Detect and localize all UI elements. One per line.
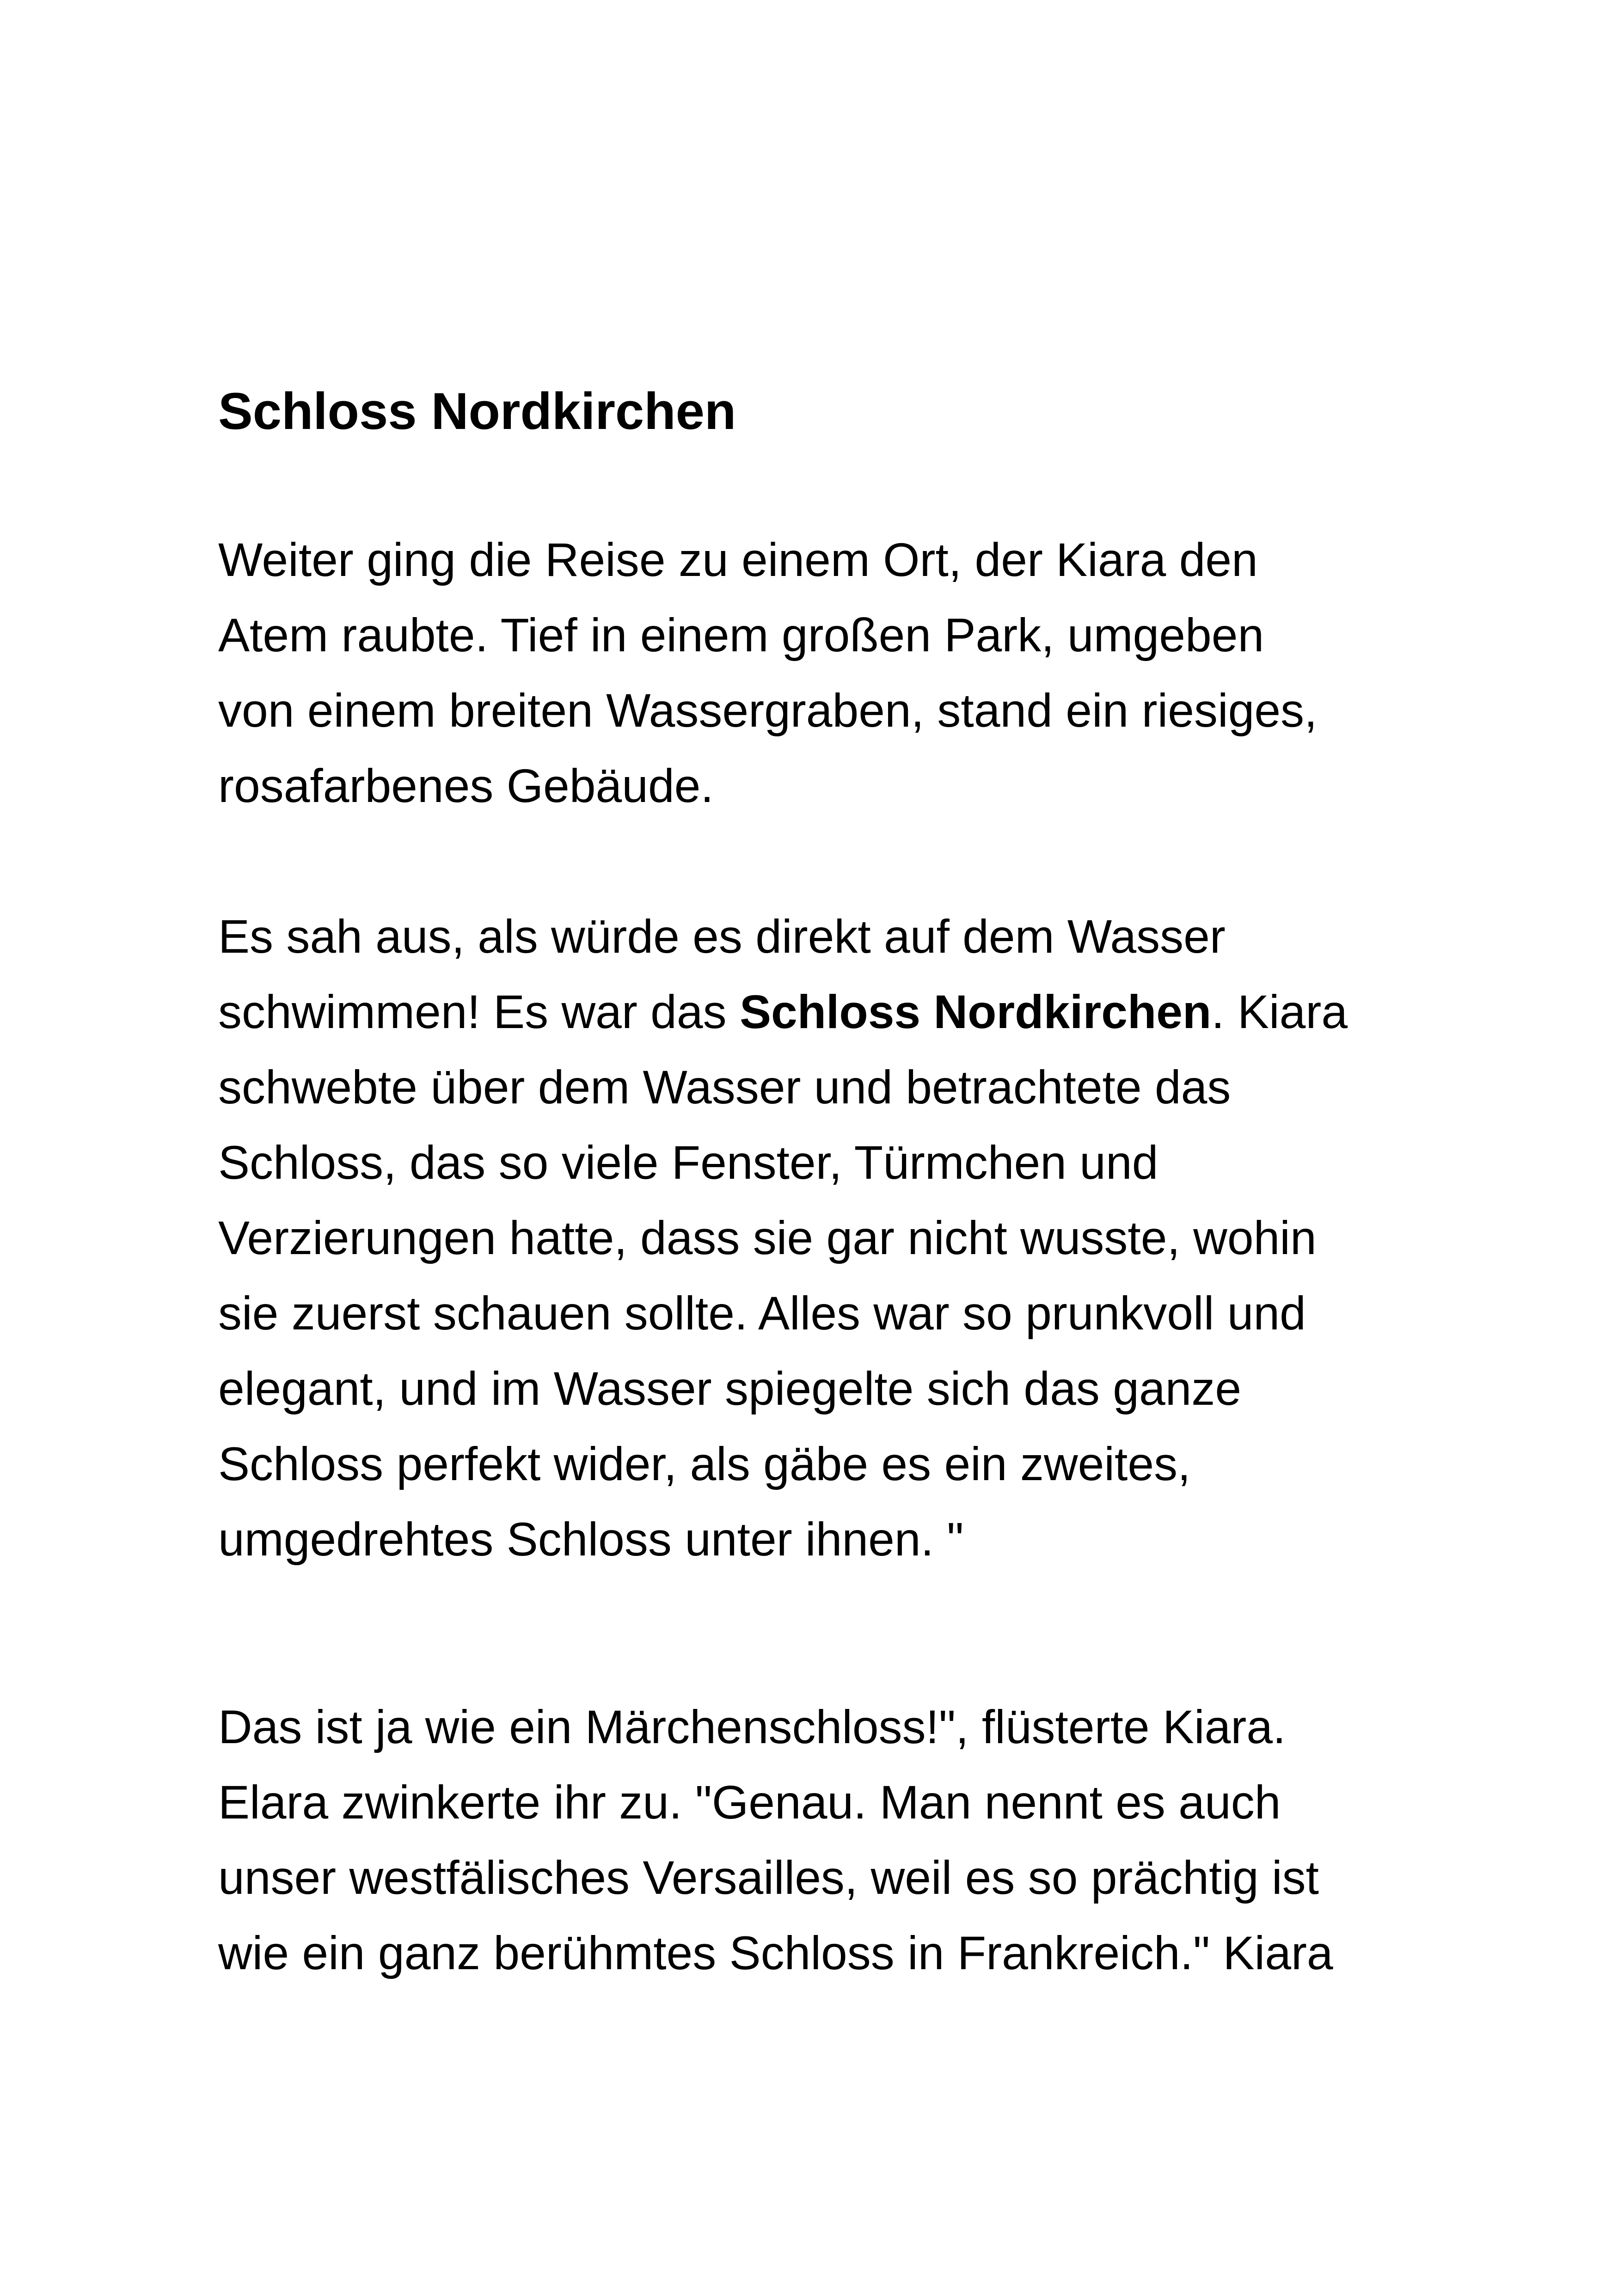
page-title: Schloss Nordkirchen bbox=[218, 382, 736, 440]
text-line: sie zuerst schauen sollte. Alles war so prunkvoll und bbox=[218, 1287, 1306, 1340]
text-line: wie ein ganz berühmtes Schloss in Frankreich." Kiara bbox=[218, 1927, 1333, 1979]
text-line: Verzierungen hatte, dass sie gar nicht wusste, wohin bbox=[218, 1212, 1317, 1264]
text-line: umgedrehtes Schloss unter ihnen. " bbox=[218, 1513, 964, 1566]
text-line: Das ist ja wie ein Märchenschloss!", flüsterte Kiara. bbox=[218, 1701, 1286, 1753]
text-line-with-bold bbox=[218, 974, 1348, 1050]
text-line: schwebte über dem Wasser und betrachtete das bbox=[218, 1061, 1231, 1114]
bold-castle-name: Schloss Nordkirchen bbox=[739, 986, 1212, 1038]
text-line: Elara zwinkerte ihr zu. "Genau. Man nennt es auch bbox=[218, 1776, 1281, 1829]
text-line: elegant, und im Wasser spiegelte sich das ganze bbox=[218, 1362, 1242, 1415]
text-line: Atem raubte. Tief in einem großen Park, umgeben bbox=[218, 609, 1264, 661]
text-line: Schloss perfekt wider, als gäbe es ein zweites, bbox=[218, 1438, 1191, 1490]
text-line: unser westfälisches Versailles, weil es so prächtig ist bbox=[218, 1851, 1319, 1904]
text-run: schwimmen! Es war das bbox=[218, 986, 740, 1038]
text-run: . Kiara bbox=[1211, 986, 1348, 1038]
text-line: Schloss, das so viele Fenster, Türmchen und bbox=[218, 1136, 1158, 1189]
text-line: rosafarbenes Gebäude. bbox=[218, 759, 714, 812]
text-line: von einem breiten Wassergraben, stand ein riesiges, bbox=[218, 684, 1318, 737]
paragraph-1 bbox=[218, 522, 1317, 824]
paragraph-3 bbox=[218, 1690, 1333, 1991]
text-line: Weiter ging die Reise zu einem Ort, der Kiara den bbox=[218, 533, 1258, 586]
text-line: Es sah aus, als würde es direkt auf dem Wasser bbox=[218, 910, 1226, 963]
paragraph-2 bbox=[218, 899, 1348, 1577]
